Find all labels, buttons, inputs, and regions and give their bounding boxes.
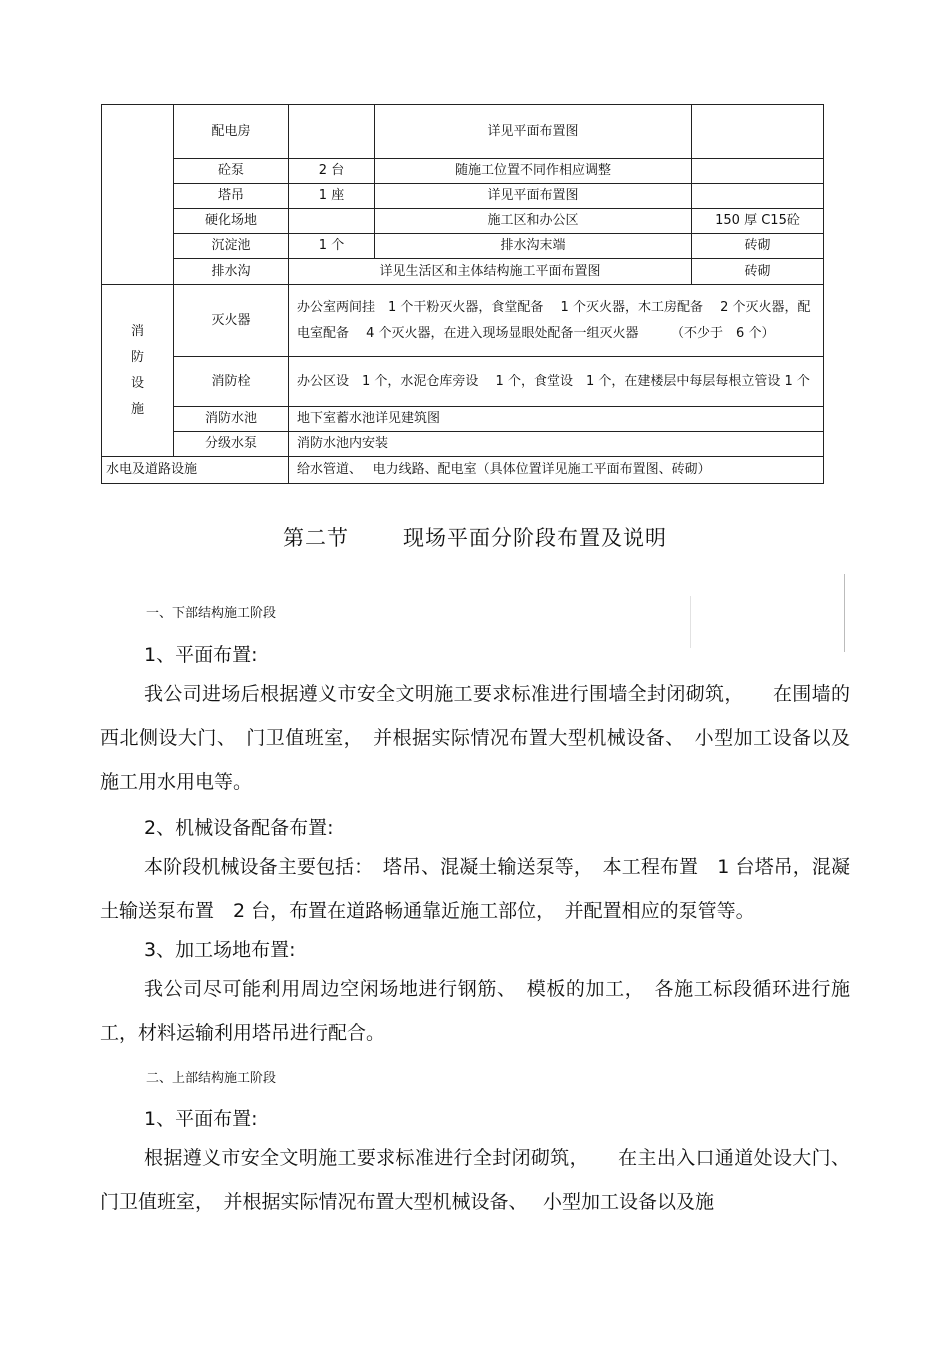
- note-cell: [692, 184, 824, 209]
- table-row: [102, 159, 824, 184]
- stage1-paragraph-3: 我公司尽可能利用周边空闲场地进行钢筋、 模板的加工， 各施工标段循环进行施工，材料运输利用塔吊进行配合。: [100, 978, 850, 1044]
- table-row: [102, 432, 824, 457]
- note-cell: [692, 159, 824, 184]
- qty-cell: [289, 209, 375, 234]
- description-cell: 办公室两间挂 1 个干粉灭火器，食堂配备 1 个灭火器，木工房配备 2 个灭火器，配电室配备 4 个灭火器，在进入现场显眼处配备一组灭火器 （不少于 6 个）: [289, 285, 824, 357]
- note-cell: 砖砌: [692, 259, 824, 285]
- item-cell: 砼泵: [174, 159, 289, 184]
- item-cell: 硬化场地: [174, 209, 289, 234]
- location-cell: 详见平面布置图: [375, 105, 692, 159]
- qty-cell: [289, 105, 375, 159]
- stage1-paragraph-1: 我公司进场后根据遵义市安全文明施工要求标准进行围墙全封闭砌筑， 在围墙的西北侧设大门、 门卫值班室， 并根据实际情况布置大型机械设备、 小型加工设备以及施工用水用电等。: [100, 683, 850, 793]
- item-cell: 消防栓: [174, 357, 289, 407]
- table-row: [102, 209, 824, 234]
- note-cell: [692, 105, 824, 159]
- group-cell-blank: [102, 105, 174, 285]
- stage1-paragraph-2: 本阶段机械设备主要包括： 塔吊、混凝土输送泵等， 本工程布置 1 台塔吊，混凝土输送泵布置 2 台，布置在道路畅通靠近施工部位， 并配置相应的泵管等。: [100, 856, 850, 922]
- item-cell: 水电及道路设施: [102, 457, 289, 484]
- note-cell: 砖砌: [692, 234, 824, 259]
- table-row: [102, 357, 824, 407]
- table-row: [102, 105, 824, 159]
- note-cell: 150 厚 C15砼: [692, 209, 824, 234]
- item-cell: 塔吊: [174, 184, 289, 209]
- location-cell: 随施工位置不同作相应调整: [375, 159, 692, 184]
- table-row: [102, 259, 824, 285]
- description-cell: 办公区设 1 个，水泥仓库旁设 1 个，食堂设 1 个，在建楼层中每层每根立管设 1 个: [289, 357, 824, 407]
- description-cell: 地下室蓄水池详见建筑图: [289, 407, 824, 432]
- fire-facilities-group-cell: 消 防 设 施: [102, 285, 174, 457]
- stage1-heading: 一、下部结构施工阶段: [146, 606, 277, 621]
- description-cell: 消防水池内安装: [289, 432, 824, 457]
- table-row: [102, 285, 824, 357]
- section-title: [0, 522, 950, 552]
- item-cell: 排水沟: [174, 259, 289, 285]
- margin-line: [844, 574, 845, 652]
- facilities-table: [101, 104, 824, 484]
- margin-line: [690, 596, 691, 648]
- stage2-paragraph-1: 根据遵义市安全文明施工要求标准进行全封闭砌筑， 在主出入口通道处设大门、门卫值班室， 并根据实际情况布置大型机械设备、 小型加工设备以及施: [100, 1147, 850, 1213]
- section-number: 第二节: [283, 526, 349, 550]
- qty-cell: 1 座: [289, 184, 375, 209]
- location-cell: 详见生活区和主体结构施工平面布置图: [289, 259, 692, 285]
- table-row: [102, 407, 824, 432]
- item-cell: 灭火器: [174, 285, 289, 357]
- description-cell: 给水管道、 电力线路、配电室（具体位置详见施工平面布置图、砖砌）: [289, 457, 824, 484]
- item-cell: 配电房: [174, 105, 289, 159]
- stage1-subheading-1: 1、平面布置:: [144, 644, 258, 666]
- location-cell: 详见平面布置图: [375, 184, 692, 209]
- stage2-heading: 二、上部结构施工阶段: [146, 1071, 277, 1086]
- table-row: [102, 184, 824, 209]
- stage1-subheading-2: 2、机械设备配备布置:: [144, 817, 334, 839]
- item-cell: 消防水池: [174, 407, 289, 432]
- table-row: [102, 457, 824, 484]
- table-row: [102, 234, 824, 259]
- item-cell: 分级水泵: [174, 432, 289, 457]
- location-cell: 排水沟末端: [375, 234, 692, 259]
- item-cell: 沉淀池: [174, 234, 289, 259]
- location-cell: 施工区和办公区: [375, 209, 692, 234]
- section-heading: 现场平面分阶段布置及说明: [403, 526, 667, 550]
- stage2-subheading-1: 1、平面布置:: [144, 1108, 258, 1130]
- qty-cell: 2 台: [289, 159, 375, 184]
- stage1-subheading-3: 3、加工场地布置:: [144, 939, 296, 961]
- qty-cell: 1 个: [289, 234, 375, 259]
